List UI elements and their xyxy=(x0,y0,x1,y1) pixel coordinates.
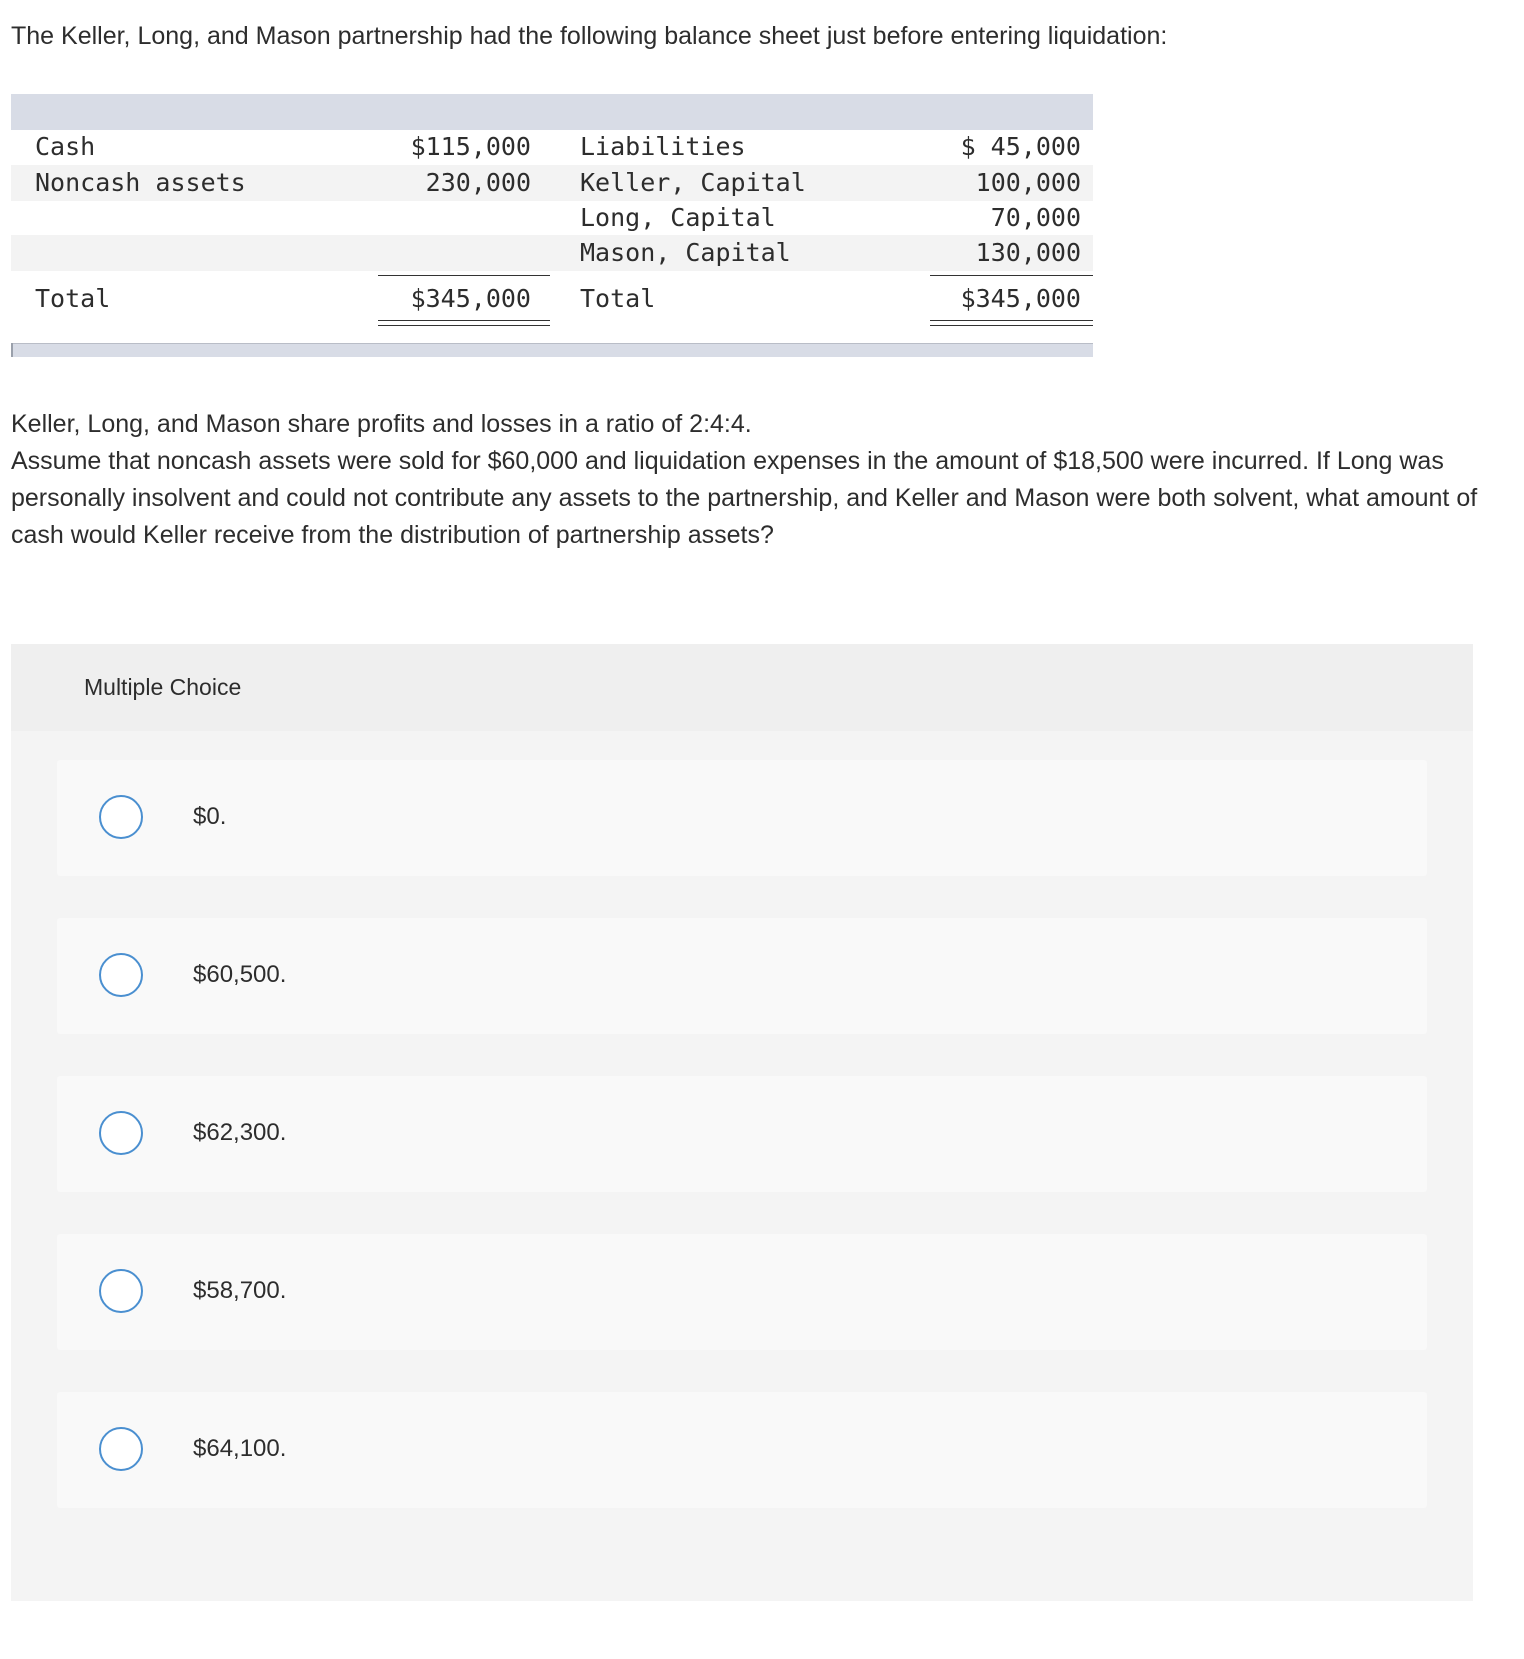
balance-sheet-table xyxy=(11,94,1093,359)
multiple-choice-panel xyxy=(11,644,1473,1601)
assets-subtotal-rule xyxy=(378,275,550,276)
radio-button-icon[interactable] xyxy=(99,795,143,839)
liabilities-subtotal-rule xyxy=(930,275,1093,276)
liabilities-total-label: Total xyxy=(580,284,656,313)
choice-label: $64,100. xyxy=(193,1435,287,1462)
question-prompt: Assume that noncash assets were sold for $60,000 and liquidation expenses in the amount of $18,500 were incurred. If Long was personally insolvent and could not contribute any assets to the partnership, and Keller and Mason were both solvent, what amount of cash would Keller receive from the distribution of partnership assets? xyxy=(11,447,1478,549)
radio-button-icon[interactable] xyxy=(99,1269,143,1313)
liabilities-total-double-rule xyxy=(930,320,1093,326)
liabilities-total-amount: $345,000 xyxy=(960,284,1081,313)
mason-capital-amount: 130,000 xyxy=(975,238,1081,267)
question-text xyxy=(11,406,1511,554)
radio-button-icon[interactable] xyxy=(99,1427,143,1471)
choice-option-3[interactable] xyxy=(57,1076,1427,1192)
asset-label-cash: Cash xyxy=(35,132,96,161)
multiple-choice-header xyxy=(11,644,1473,731)
liability-amount: $ 45,000 xyxy=(960,132,1081,161)
ratio-statement: Keller, Long, and Mason share profits and losses in a ratio of 2:4:4. xyxy=(11,410,752,438)
choice-label: $0. xyxy=(193,803,227,830)
choice-label: $62,300. xyxy=(193,1119,287,1146)
keller-capital-amount: 100,000 xyxy=(975,168,1081,197)
asset-amount-noncash: 230,000 xyxy=(425,168,531,197)
choice-label: $60,500. xyxy=(193,961,287,988)
keller-capital-label: Keller, Capital xyxy=(580,168,806,197)
choice-option-1[interactable] xyxy=(57,760,1427,876)
assets-total-amount: $345,000 xyxy=(410,284,531,313)
assets-total-double-rule xyxy=(378,320,550,326)
asset-amount-cash: $115,000 xyxy=(410,132,531,161)
table-footer-band xyxy=(11,343,1093,357)
assets-total-label: Total xyxy=(35,284,111,313)
radio-button-icon[interactable] xyxy=(99,953,143,997)
radio-button-icon[interactable] xyxy=(99,1111,143,1155)
table-header-band xyxy=(11,94,1093,130)
long-capital-amount: 70,000 xyxy=(990,203,1081,232)
intro-text: The Keller, Long, and Mason partnership had the following balance sheet just before entering liquidation: xyxy=(11,22,1168,50)
liability-label: Liabilities xyxy=(580,132,746,161)
asset-label-noncash: Noncash assets xyxy=(35,168,246,197)
choice-label: $58,700. xyxy=(193,1277,287,1304)
choice-option-2[interactable] xyxy=(57,918,1427,1034)
multiple-choice-title: Multiple Choice xyxy=(84,674,242,700)
choice-option-4[interactable] xyxy=(57,1234,1427,1350)
mason-capital-label: Mason, Capital xyxy=(580,238,791,267)
choice-option-5[interactable] xyxy=(57,1392,1427,1508)
long-capital-label: Long, Capital xyxy=(580,203,776,232)
